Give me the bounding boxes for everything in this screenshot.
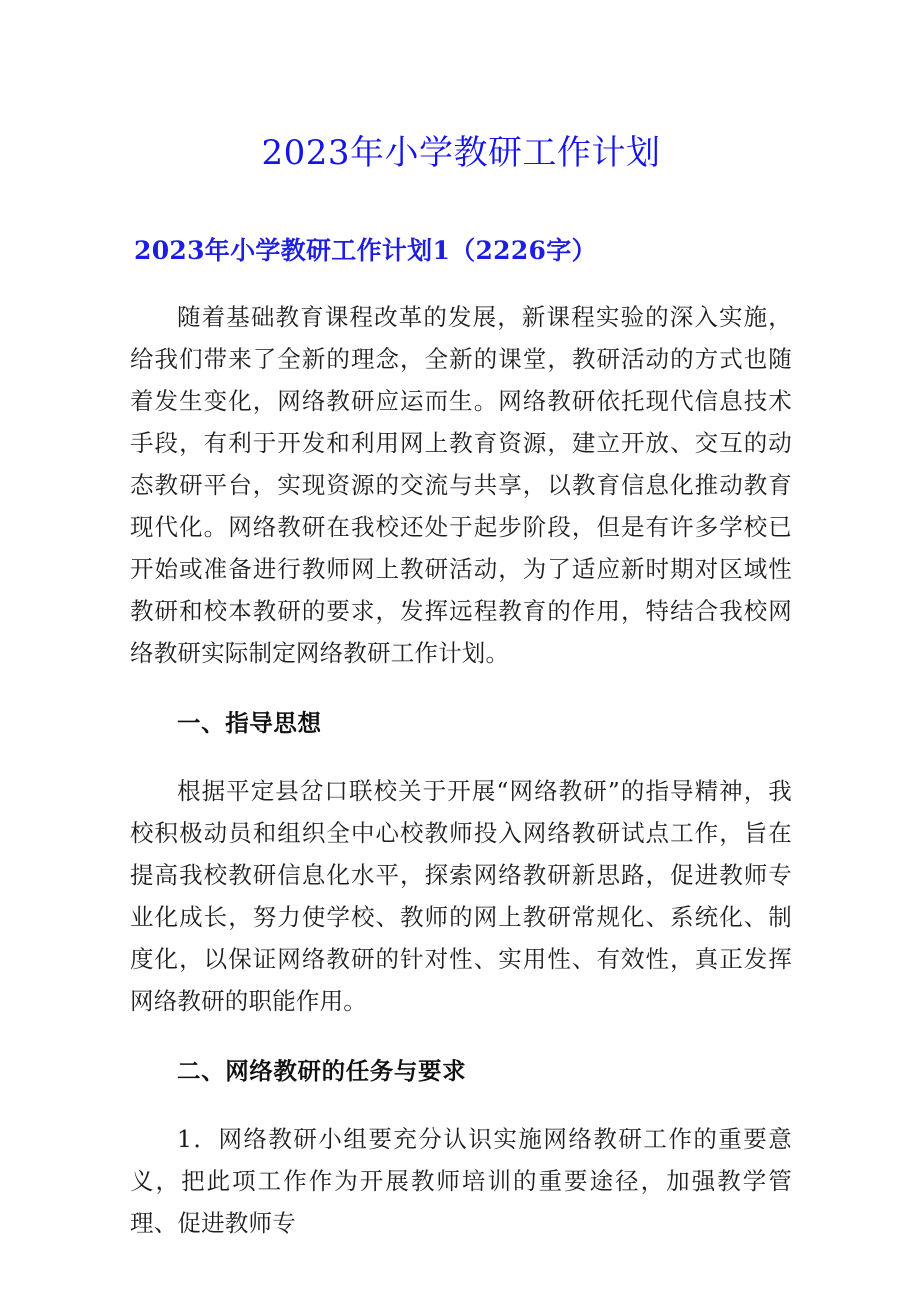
spacer <box>130 1092 792 1118</box>
paragraph-item-1: 1．网络教研小组要充分认识实施网络教研工作的重要意义，把此项工作作为开展教师培训的重要途径，加强教学管理、促进教师专 <box>130 1125 792 1237</box>
document-subtitle: 2023年小学教研工作计划1（2226字） <box>134 236 597 265</box>
section-heading-guiding-ideology: 一、指导思想 <box>177 709 322 737</box>
page-title: 2023年小学教研工作计划 <box>261 133 661 173</box>
spacer <box>130 1022 792 1050</box>
paragraph-intro: 随着基础教育课程改革的发展，新课程实验的深入实施，给我们带来了全新的理念，全新的课堂，教研活动的方式也随着发生变化，网络教研应运而生。网络教研依托现代信息技术手段，有利于开发和利用网上教育资源，建立开放、交互的动态教研平台，实现资源的交流与共享，以教育信息化推动教育现代化。网络教研在我校还处于起步阶段，但是有许多学校已开始或准备进行教师网上教研活动，为了适应新时期对区域性教研和校本教研的要求，发挥远程教育的作用，特结合我校网络教研实际制定网络教研工作计划。 <box>130 303 792 667</box>
spacer <box>130 744 792 770</box>
section-heading-tasks-and-requirements: 二、网络教研的任务与要求 <box>177 1057 467 1085</box>
spacer <box>130 674 792 702</box>
paragraph-guiding-ideology: 根据平定县岔口联校关于开展“网络教研”的指导精神，我校积极动员和组织全中心校教师投入网络教研试点工作，旨在提高我校教研信息化水平，探索网络教研新思路，促进教师专业化成长，努力使学校、教师的网上教研常规化、系统化、制度化，以保证网络教研的针对性、实用性、有效性，真正发挥网络教研的职能作用。 <box>130 777 792 1015</box>
document-body <box>130 296 792 1244</box>
